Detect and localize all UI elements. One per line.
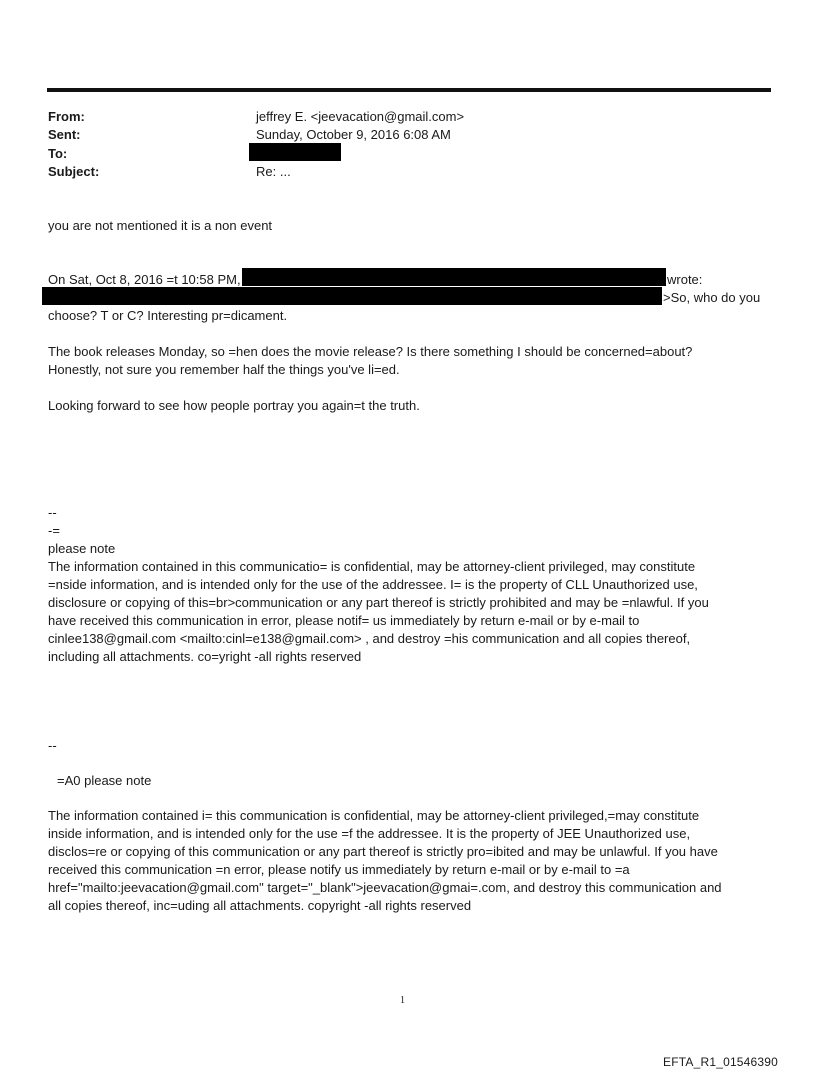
subject-label: Subject: xyxy=(48,164,100,179)
quote-wrote: wrote: xyxy=(667,272,703,287)
footer1-line: cinlee138@gmail.com <mailto:cinl=e138@gmail.com> , and destroy =his communication and all copies thereof, xyxy=(48,631,691,646)
page-number: 1 xyxy=(400,995,405,1006)
footer2-line: The information contained i= this communication is confidential, may be attorney-client privileged,=may constitute xyxy=(48,808,700,823)
para1-line2: Honestly, not sure you remember half the things you've li=ed. xyxy=(48,362,400,377)
footer2-line: received this communication =n error, please notify us immediately by return e-mail or by e-mail to =a xyxy=(48,862,630,877)
footer1-line: including all attachments. co=yright -all rights reserved xyxy=(48,649,362,664)
footer1-line: The information contained in this communicatio= is confidential, may be attorney-client privileged, may constitute xyxy=(48,559,696,574)
footer1-line: =nside information, and is intended only for the use of the addressee. I= is the property of CLL Unauthorized use, xyxy=(48,577,698,592)
footer1-note: please note xyxy=(48,541,116,556)
from-label: From: xyxy=(48,109,85,124)
footer2-line: disclos=re or copying of this communication or any part thereof is strictly pro=ibited and may be unlawful. If you have xyxy=(48,844,718,859)
reply-text: you are not mentioned it is a non event xyxy=(48,218,273,233)
para2: Looking forward to see how people portray you again=t the truth. xyxy=(48,398,420,413)
footer1-line: disclosure or copying of this=br>communication or any part thereof is strictly prohibited and may be =nlawful. If you xyxy=(48,595,709,610)
to-label: To: xyxy=(48,146,68,161)
footer1-dash: -- xyxy=(48,505,57,520)
subject-value: Re: ... xyxy=(256,164,291,179)
footer1-line: have received this communication in error, please notif= us immediately by return e-mail or by e-mail to xyxy=(48,613,640,628)
quote-intro: On Sat, Oct 8, 2016 =t 10:58 PM, xyxy=(48,272,241,287)
para1-line1: The book releases Monday, so =hen does the movie release? Is there something I should be concerned=about? xyxy=(48,344,693,359)
bates-number: EFTA_R1_01546390 xyxy=(663,1055,779,1069)
footer1-dash-eq: -= xyxy=(48,523,60,538)
footer2-line: all copies thereof, inc=uding all attachments. copyright -all rights reserved xyxy=(48,898,472,913)
footer2-line: inside information, and is intended only for the use =f the addressee. It is the property of JEE Unauthorized use, xyxy=(48,826,691,841)
footer2-line: href="mailto:jeevacation@gmail.com" target="_blank">jeevacation@gmai=.com, and destroy this communication and xyxy=(48,880,722,895)
from-value: jeffrey E. <jeevacation@gmail.com> xyxy=(256,109,465,124)
sent-label: Sent: xyxy=(48,127,81,142)
header-rule xyxy=(47,88,771,92)
quote-line2: choose? T or C? Interesting pr=dicament. xyxy=(48,308,288,323)
quote-redaction xyxy=(42,287,662,305)
to-redaction xyxy=(249,143,341,161)
quote-tail: >So, who do you xyxy=(663,290,761,305)
sent-value: Sunday, October 9, 2016 6:08 AM xyxy=(256,127,451,142)
sender-redaction xyxy=(242,268,666,286)
footer2-note: =A0 please note xyxy=(57,773,152,788)
footer2-dash: -- xyxy=(48,738,57,753)
